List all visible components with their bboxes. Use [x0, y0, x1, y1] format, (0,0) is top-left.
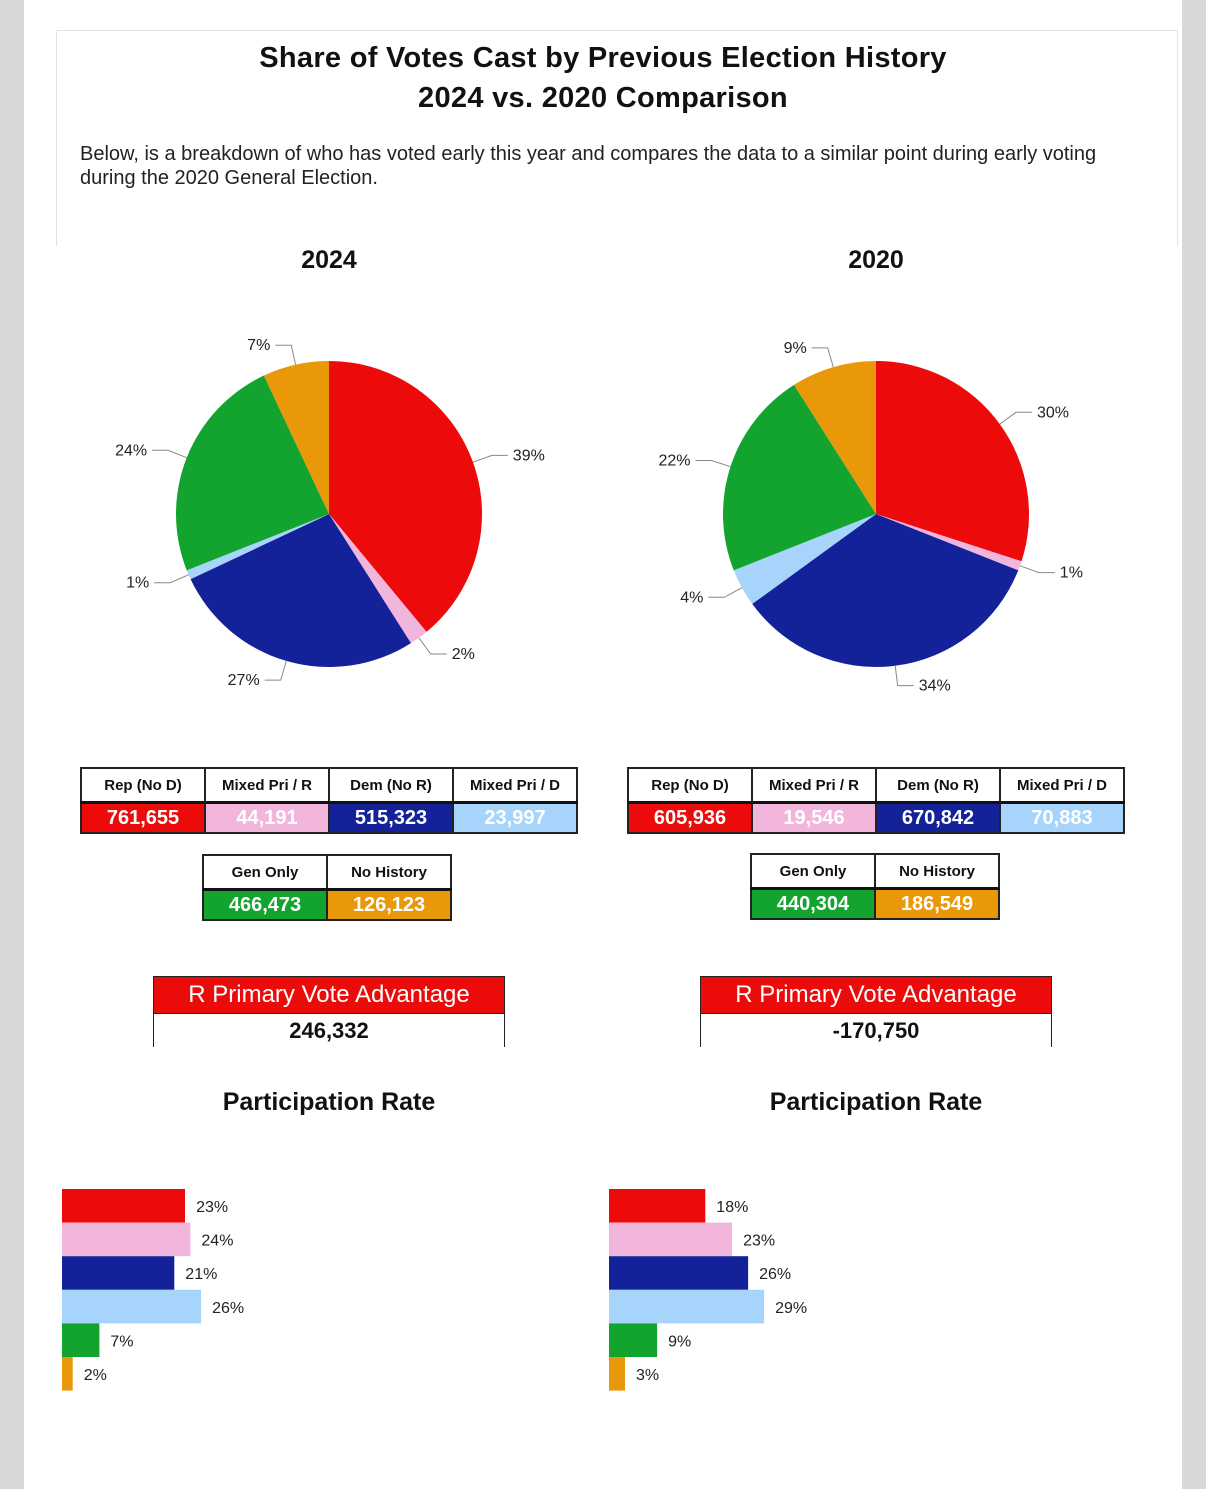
- report-page: [24, 0, 1182, 1489]
- header-gen-only: Gen Only: [203, 855, 327, 890]
- pie-label: 34%: [918, 677, 951, 695]
- pie-leader-line: [696, 461, 731, 467]
- header-no-history: No History: [875, 854, 999, 889]
- count-mixed-d: 23,997: [453, 803, 577, 834]
- advantage-box-2020: [700, 976, 1052, 1047]
- description-text: Below, is a breakdown of who has voted early this year and compares the data to a similar point during early voting during the 2020 General Election.: [80, 143, 1097, 189]
- counts-table-2020: [627, 767, 1125, 834]
- participation-bar-label: 26%: [212, 1299, 245, 1317]
- participation-bar-rep: [609, 1189, 705, 1223]
- count-dem: 515,323: [329, 803, 453, 834]
- participation-bar-label: 18%: [716, 1199, 749, 1216]
- participation-bar-no-history: [62, 1357, 73, 1391]
- count-no-history: 186,549: [875, 889, 999, 920]
- participation-bar-mixed-d: [609, 1290, 764, 1324]
- participation-bar-label: 23%: [196, 1199, 229, 1216]
- pie-label: 24%: [115, 442, 148, 460]
- count-mixed-r: 44,191: [205, 803, 329, 834]
- advantage-box-2024: [153, 976, 505, 1047]
- participation-bars-2020: [609, 1189, 1059, 1394]
- participation-bar-label: 26%: [759, 1266, 792, 1284]
- participation-title-2020: Participation Rate: [769, 1088, 983, 1116]
- advantage-label: R Primary Vote Advantage: [701, 977, 1051, 1013]
- pie-label: 1%: [1059, 564, 1083, 582]
- page-title: Share of Votes Cast by Previous Election History: [259, 42, 947, 74]
- participation-bar-label: 29%: [775, 1299, 808, 1317]
- participation-bar-mixed-d: [62, 1290, 201, 1324]
- pie-label: 39%: [512, 447, 545, 465]
- pie-leader-line: [812, 348, 834, 367]
- participation-bar-no-history: [609, 1357, 625, 1391]
- pie-label: 7%: [247, 337, 271, 355]
- participation-bars-2024: [62, 1189, 512, 1394]
- pie-label: 1%: [126, 574, 150, 592]
- participation-bar-label: 7%: [110, 1333, 134, 1351]
- pie-label: 9%: [783, 339, 807, 357]
- pie-label: 4%: [680, 589, 704, 607]
- header-dem: Dem (No R): [876, 768, 1000, 803]
- count-mixed-d: 70,883: [1000, 803, 1124, 834]
- pie-leader-line: [895, 666, 914, 686]
- pie-label: 27%: [227, 672, 260, 690]
- header-gen-only: Gen Only: [751, 854, 875, 889]
- count-dem: 670,842: [876, 803, 1000, 834]
- header-mixed-r: Mixed Pri / R: [752, 768, 876, 803]
- header-rep: Rep (No D): [81, 768, 205, 803]
- header-no-history: No History: [327, 855, 451, 890]
- header-mixed-d: Mixed Pri / D: [453, 768, 577, 803]
- participation-bar-label: 23%: [743, 1232, 776, 1250]
- participation-bar-dem: [62, 1256, 174, 1290]
- header-mixed-d: Mixed Pri / D: [1000, 768, 1124, 803]
- participation-bar-mixed-r: [609, 1223, 732, 1257]
- count-gen-only: 466,473: [203, 890, 327, 921]
- pie-leader-line: [708, 588, 742, 598]
- participation-bar-mixed-r: [62, 1223, 190, 1257]
- advantage-value: -170,750: [701, 1013, 1051, 1047]
- pie-label: 22%: [658, 452, 691, 470]
- count-no-history: 126,123: [327, 890, 451, 921]
- participation-bar-dem: [609, 1256, 748, 1290]
- pie-label: 2%: [451, 646, 475, 663]
- advantage-value: 246,332: [154, 1013, 504, 1047]
- participation-bar-label: 3%: [636, 1367, 660, 1384]
- participation-title-2024: Participation Rate: [222, 1088, 436, 1116]
- participation-bar-label: 9%: [668, 1333, 692, 1351]
- participation-bar-gen-only: [609, 1323, 657, 1357]
- participation-bar-label: 2%: [83, 1367, 107, 1384]
- counts-table-2024: [80, 767, 578, 834]
- pie-label: 30%: [1037, 404, 1070, 422]
- advantage-label: R Primary Vote Advantage: [154, 977, 504, 1013]
- header-dem: Dem (No R): [329, 768, 453, 803]
- count-rep: 761,655: [81, 803, 205, 834]
- counts-table-2020-secondary: [750, 853, 1000, 920]
- pie-title-2024: 2024: [301, 246, 357, 274]
- pie-chart-2020: [24, 0, 1182, 760]
- pie-leader-line: [1000, 412, 1032, 424]
- header-rep: Rep (No D): [628, 768, 752, 803]
- participation-bar-gen-only: [62, 1323, 99, 1357]
- participation-bar-label: 21%: [185, 1266, 218, 1284]
- counts-table-2024-secondary: [202, 854, 452, 921]
- page-subtitle: 2024 vs. 2020 Comparison: [418, 82, 788, 114]
- participation-bar-rep: [62, 1189, 185, 1223]
- count-gen-only: 440,304: [751, 889, 875, 920]
- pie-title-2020: 2020: [848, 246, 904, 274]
- pie-leader-line: [1020, 566, 1055, 573]
- count-rep: 605,936: [628, 803, 752, 834]
- count-mixed-r: 19,546: [752, 803, 876, 834]
- participation-bar-label: 24%: [201, 1232, 234, 1250]
- header-mixed-r: Mixed Pri / R: [205, 768, 329, 803]
